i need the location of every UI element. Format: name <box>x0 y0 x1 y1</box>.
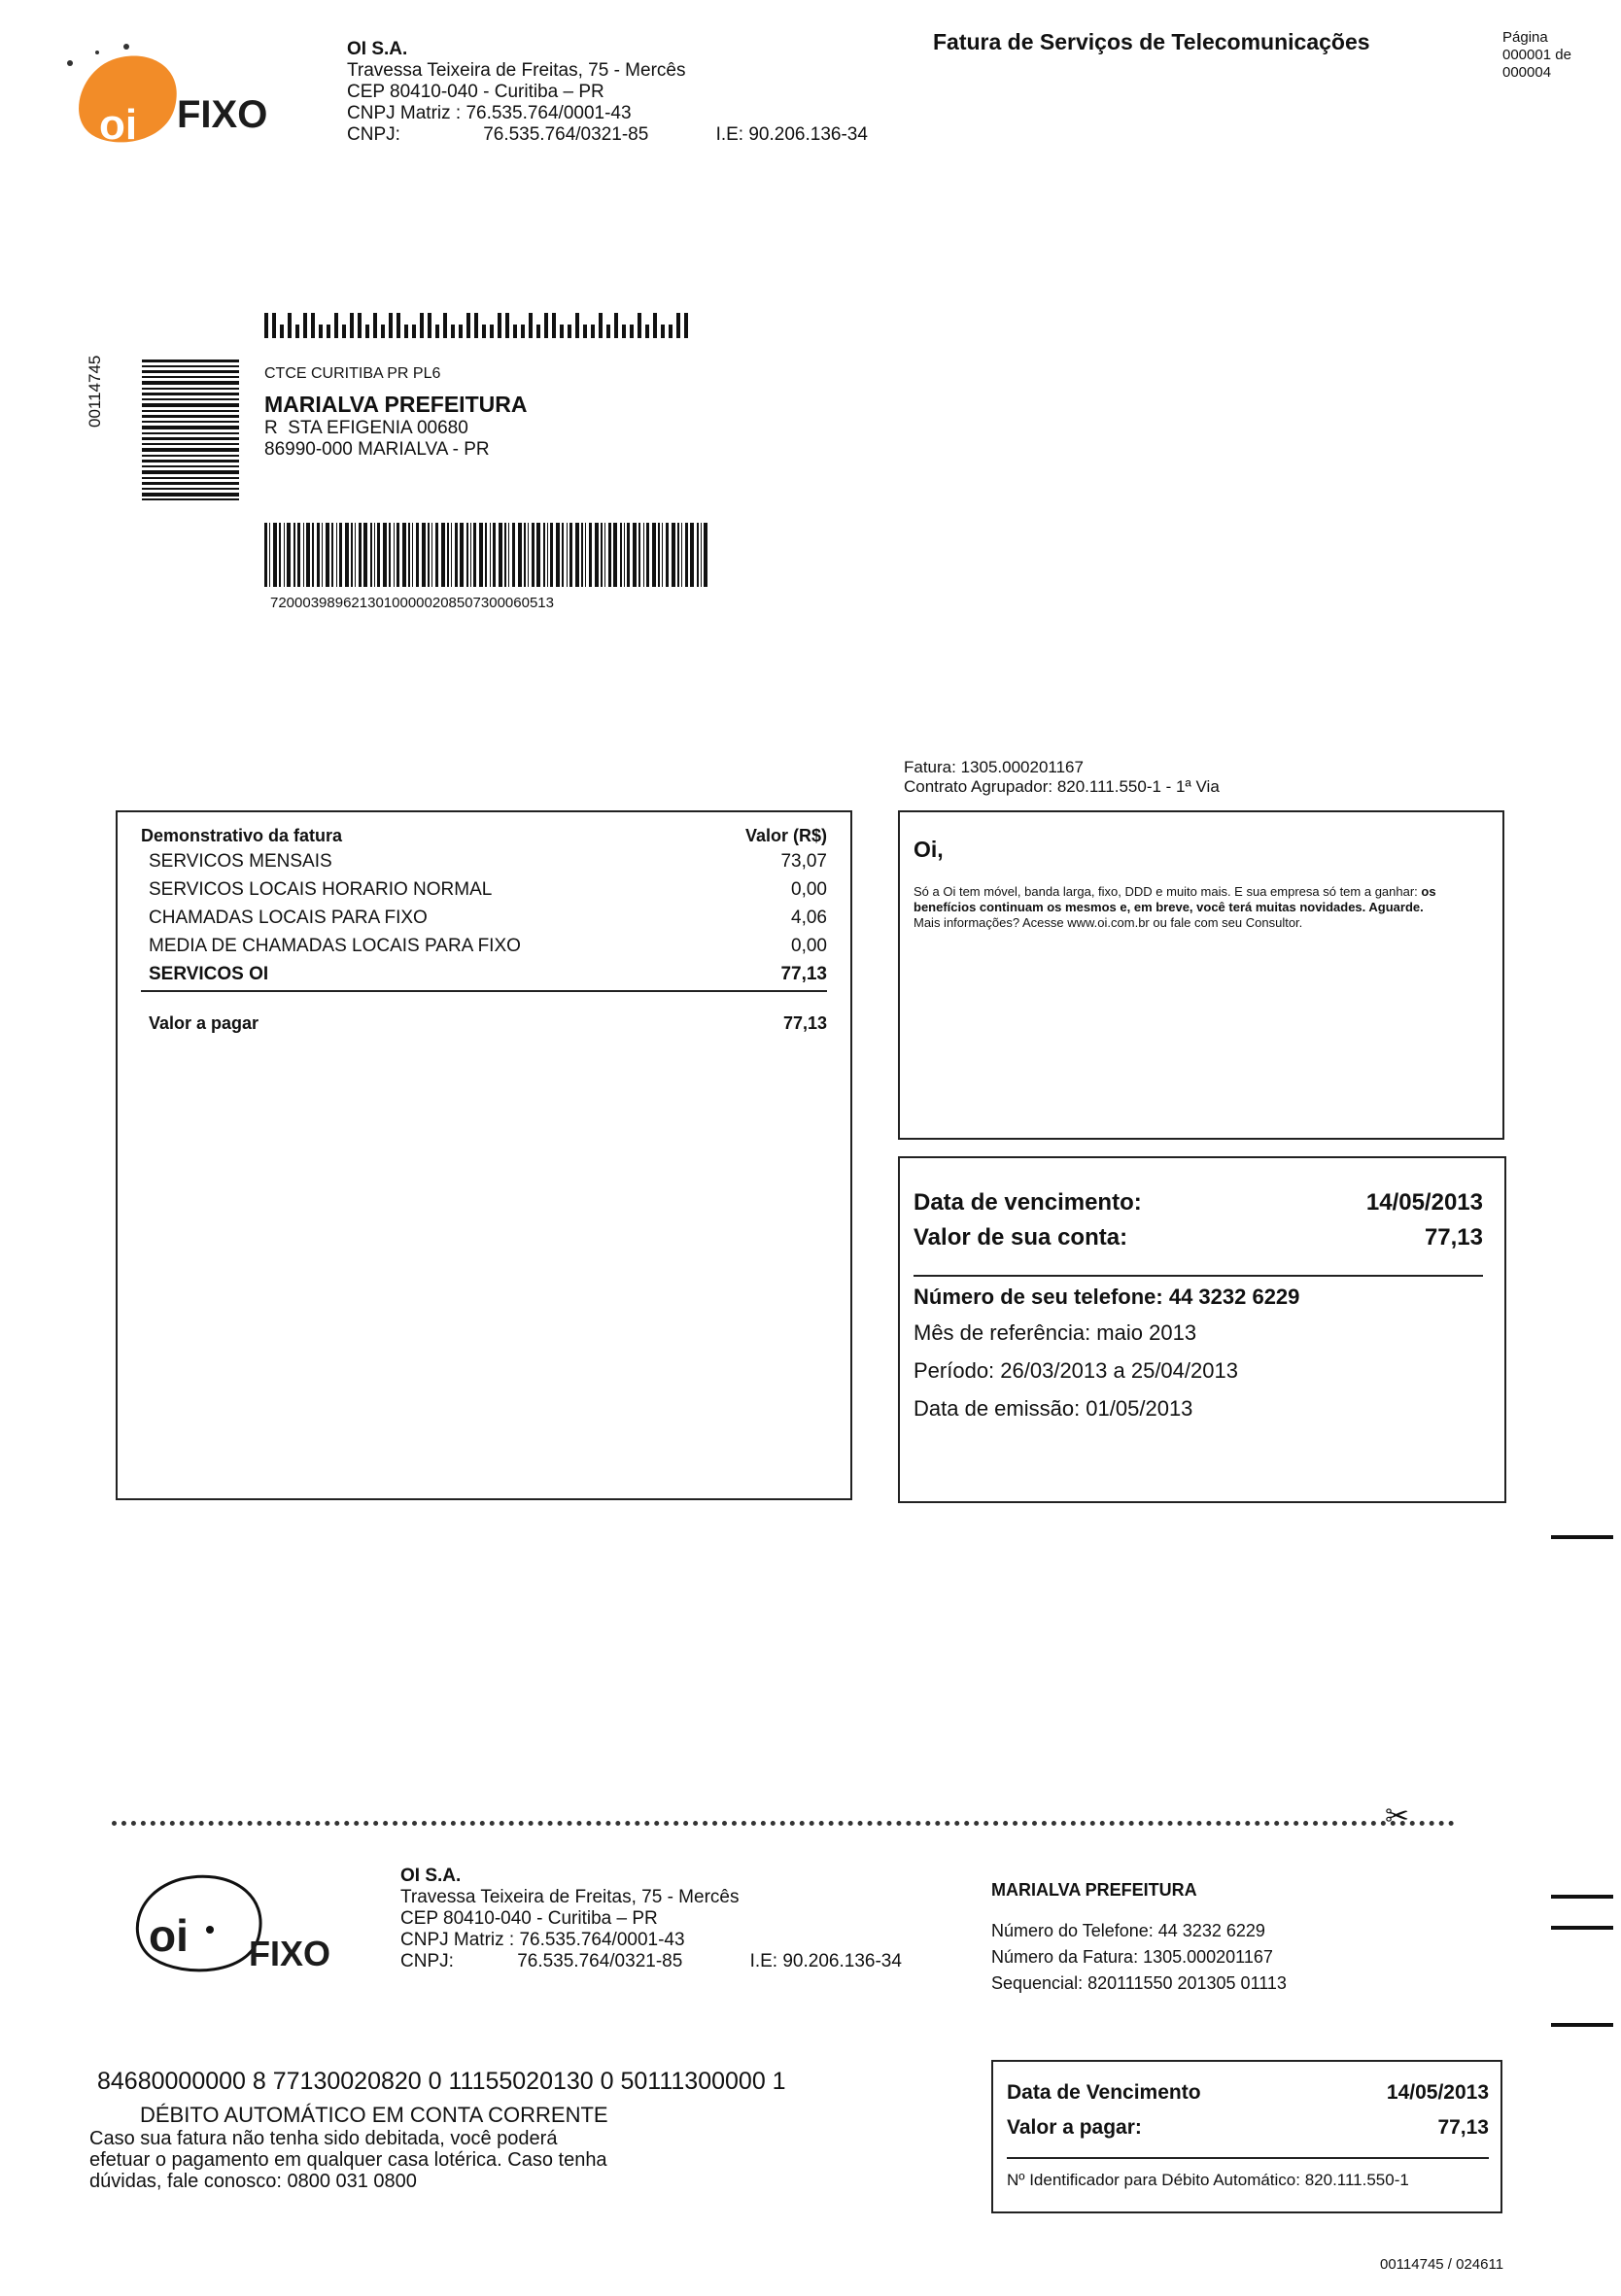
stub-due-value: 14/05/2013 <box>1386 2081 1489 2104</box>
subtotal-divider <box>141 990 827 992</box>
phone-number: Número de seu telefone: 44 3232 6229 <box>914 1285 1300 1309</box>
message-box <box>898 810 1504 1140</box>
line-item-label: SERVICOS MENSAIS <box>149 851 332 872</box>
amount-value: 77,13 <box>1424 1224 1483 1251</box>
demonstrativo-header <box>141 824 827 847</box>
debit-text-line: Caso sua fatura não tenha sido debitada, você poderá <box>89 2128 558 2149</box>
issue-date: Data de emissão: 01/05/2013 <box>914 1396 1193 1421</box>
stub-cnpj-label: CNPJ: <box>400 1951 454 1971</box>
contract-number: Contrato Agrupador: 820.111.550-1 - 1ª Via <box>904 777 1220 796</box>
invoice-number: Fatura: 1305.000201167 <box>904 758 1084 776</box>
company-ie: I.E: 90.206.136-34 <box>715 124 868 145</box>
summary-box <box>898 1156 1506 1503</box>
recipient-street: R STA EFIGENIA 00680 <box>264 418 468 438</box>
page-value: 000001 de <box>1502 47 1571 63</box>
edge-mark <box>1551 1895 1613 1899</box>
stacked-barcode-icon <box>142 360 239 500</box>
line-item <box>141 932 827 960</box>
postal-barcode-icon <box>264 313 692 338</box>
demonstrativo-box <box>116 810 852 1500</box>
page-number <box>1502 29 1571 82</box>
stacked-barcode <box>142 360 239 500</box>
company-cnpj-matriz: CNPJ Matriz : 76.535.764/0001-43 <box>347 103 632 123</box>
due-date-label: Data de vencimento: <box>914 1189 1142 1216</box>
stub-amount-label: Valor a pagar: <box>1007 2116 1142 2139</box>
barcode-number: 72000398962130100000208507300060513 <box>270 595 554 611</box>
stub-logo-product: FIXO <box>249 1934 331 1973</box>
due-date-value: 14/05/2013 <box>1365 1189 1483 1216</box>
stub-phone: Número do Telefone: 44 3232 6229 <box>991 1921 1265 1940</box>
line-item-label: MEDIA DE CHAMADAS LOCAIS PARA FIXO <box>149 936 521 956</box>
company-cnpj-row <box>347 124 868 146</box>
line-item-value: 0,00 <box>791 936 827 956</box>
reference-month: Mês de referência: maio 2013 <box>914 1320 1197 1345</box>
cnpj-label: CNPJ: <box>347 124 400 145</box>
line-item-label: SERVICOS LOCAIS HORARIO NORMAL <box>149 879 493 900</box>
debit-title: DÉBITO AUTOMÁTICO EM CONTA CORRENTE <box>140 2103 608 2127</box>
stub-ie: I.E: 90.206.136-34 <box>749 1951 902 1971</box>
document-title: Fatura de Serviços de Telecomunicações <box>933 29 1370 54</box>
stub-due-label: Data de Vencimento <box>1007 2081 1201 2104</box>
edge-mark <box>1551 2023 1613 2027</box>
svg-text:oi: oi <box>99 101 138 149</box>
stub-box-divider <box>1007 2157 1489 2159</box>
demonstrativo-title: Demonstrativo da fatura <box>141 826 343 845</box>
total-row <box>141 1010 827 1038</box>
invoice-ref <box>904 758 1220 797</box>
message-highlight: os benefícios continuam os mesmos e, em breve, você terá muitas novidades. Aguarde. <box>914 884 1436 914</box>
message-more-info: Mais informações? Acesse www.oi.com.br ou fale com seu Consultor. <box>914 915 1303 930</box>
message-body <box>914 884 1487 915</box>
stub-company-name: OI S.A. <box>400 1866 462 1886</box>
line-item-value: 73,07 <box>780 851 827 872</box>
company-address: Travessa Teixeira de Freitas, 75 - Mercês <box>347 60 686 81</box>
mail-barcode <box>264 523 707 587</box>
company-cep: CEP 80410-040 - Curitiba – PR <box>347 82 604 102</box>
total-label: Valor a pagar <box>149 1013 259 1033</box>
stub-invoice: Número da Fatura: 1305.000201167 <box>991 1947 1273 1967</box>
stub-customer-name: MARIALVA PREFEITURA <box>991 1880 1197 1900</box>
stub-cnpj-row <box>400 1951 902 1972</box>
edge-mark <box>1551 1535 1613 1539</box>
subtotal-value: 77,13 <box>780 964 827 984</box>
cut-line <box>112 1821 1455 1826</box>
debit-text-line: dúvidas, fale conosco: 0800 031 0800 <box>89 2171 417 2192</box>
stub-auto-debit-id: Nº Identificador para Débito Automático: 820.111.550-1 <box>1007 2171 1409 2189</box>
value-header: Valor (R$) <box>744 826 827 845</box>
recipient-name: MARIALVA PREFEITURA <box>264 392 528 417</box>
stub-logo-brand: oi <box>149 1910 189 1961</box>
routing-code: CTCE CURITIBA PR PL6 <box>264 365 441 382</box>
cnpj-value: 76.535.764/0321-85 <box>483 124 649 145</box>
recipient-block <box>264 363 527 461</box>
company-info <box>347 39 868 146</box>
stub-sequence: Sequencial: 820111550 201305 01113 <box>991 1973 1287 1993</box>
stub-cnpj-value: 76.535.764/0321-85 <box>517 1951 683 1971</box>
stub-company-address: Travessa Teixeira de Freitas, 75 - Mercês <box>400 1887 740 1907</box>
line-item <box>141 904 827 932</box>
line-item-label: CHAMADAS LOCAIS PARA FIXO <box>149 908 428 928</box>
stub-company-cep: CEP 80410-040 - Curitiba – PR <box>400 1908 658 1929</box>
line-item <box>141 875 827 904</box>
page-label: Página <box>1502 29 1548 46</box>
company-name: OI S.A. <box>347 39 408 59</box>
page-total: 000004 <box>1502 64 1552 81</box>
amount-row <box>914 1220 1483 1255</box>
subtotal-label: SERVICOS OI <box>149 964 269 984</box>
stub-company-info <box>400 1866 902 1972</box>
stub-amount-value: 77,13 <box>1437 2116 1489 2139</box>
message-text: Só a Oi tem móvel, banda larga, fixo, DDD e muito mais. E sua empresa só tem a ganhar: <box>914 884 1422 899</box>
scissors-icon: ✂ <box>1385 1800 1410 1833</box>
stub-cnpj-matriz: CNPJ Matriz : 76.535.764/0001-43 <box>400 1930 685 1950</box>
subtotal-row <box>141 960 827 988</box>
stub-amount-row <box>1007 2108 1489 2147</box>
footer-code: 00114745 / 024611 <box>1380 2256 1504 2273</box>
stub-payment-box <box>991 2060 1502 2213</box>
edge-mark <box>1551 1926 1613 1930</box>
billing-period: Período: 26/03/2013 a 25/04/2013 <box>914 1358 1238 1383</box>
debit-instructions <box>89 2128 607 2192</box>
postal-barcode <box>264 313 692 338</box>
stub-due-row <box>1007 2077 1489 2108</box>
message-greeting: Oi, <box>914 837 944 862</box>
line-item-value: 4,06 <box>791 908 827 928</box>
digitable-line: 84680000000 8 77130020820 0 11155020130 0 50111300000 1 <box>97 2068 786 2095</box>
amount-label: Valor de sua conta: <box>914 1224 1128 1251</box>
logo-product-text: FIXO <box>177 93 268 136</box>
side-code: 00114745 <box>86 355 104 428</box>
total-value: 77,13 <box>782 1013 827 1033</box>
line-item-value: 0,00 <box>791 879 827 900</box>
summary-divider <box>914 1275 1483 1277</box>
mail-barcode-icon <box>264 523 707 587</box>
recipient-city: 86990-000 MARIALVA - PR <box>264 439 490 460</box>
debit-text-line: efetuar o pagamento em qualquer casa lotérica. Caso tenha <box>89 2149 607 2171</box>
stub-customer-info <box>991 1879 1287 1997</box>
line-item <box>141 847 827 875</box>
due-date-row <box>914 1185 1483 1220</box>
